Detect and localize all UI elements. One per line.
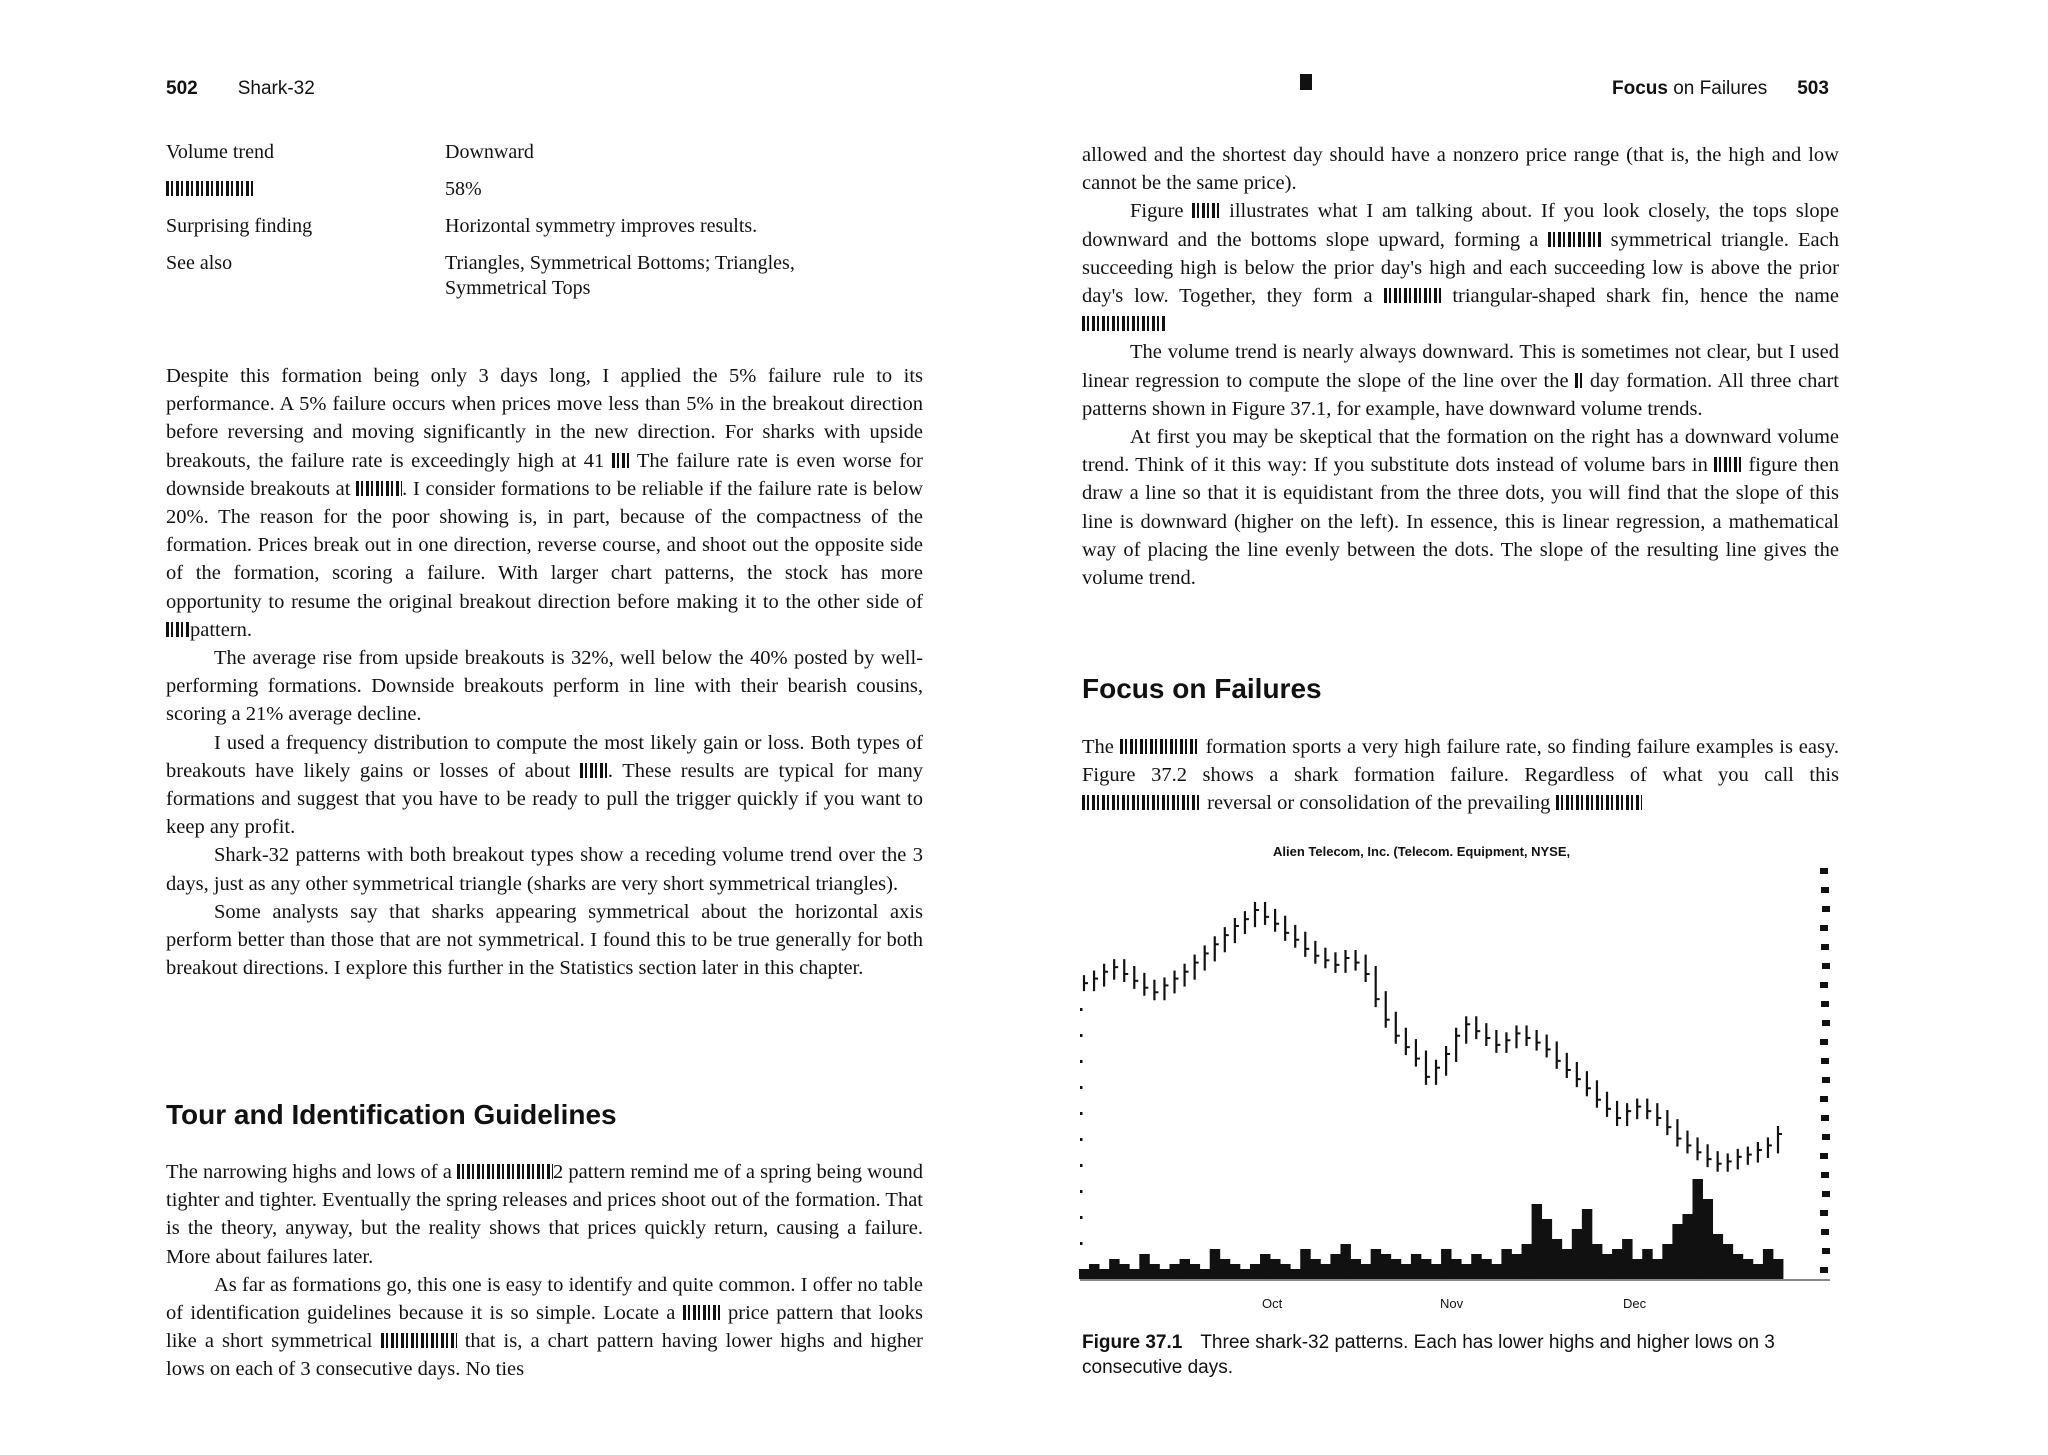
facts-value: Horizontal symmetry improves results. bbox=[445, 215, 758, 237]
volume-bar bbox=[1562, 1249, 1572, 1279]
right-axis-tick bbox=[1820, 1153, 1828, 1159]
volume-bar bbox=[1149, 1264, 1159, 1279]
volume-bar bbox=[1320, 1264, 1330, 1279]
volume-bar bbox=[1089, 1264, 1099, 1279]
right-axis-tick bbox=[1822, 1191, 1830, 1197]
volume-bar bbox=[1351, 1259, 1361, 1279]
left-paragraph: The average rise from upside breakouts is 32%, well below the 40% posted by well-performing formations. Downside breakouts perform in line with their bearish cousins, scoring a 21% average decline. bbox=[166, 647, 923, 726]
facts-value: Triangles, Symmetrical Bottoms; Triangles, Symmetrical Tops bbox=[445, 252, 795, 299]
right-axis-tick bbox=[1821, 1229, 1829, 1235]
right-axis-tick bbox=[1820, 925, 1828, 931]
volume-bar bbox=[1733, 1254, 1743, 1279]
facts-value: 58% bbox=[445, 178, 482, 200]
volume-bar bbox=[1139, 1254, 1149, 1279]
volume-bar bbox=[1391, 1259, 1401, 1279]
left-axis-dot bbox=[1080, 1190, 1083, 1193]
x-tick-nov: Nov bbox=[1440, 1296, 1464, 1311]
volume-bar bbox=[1763, 1249, 1773, 1279]
left-paragraph: Despite this formation being only 3 days long, I applied the 5% failure rule to its performance. A 5% failure occurs when prices move less than 5% in the breakout direction before reversing and moving significantly in the new direction. For sharks with upside breakouts, the failure rate is exceedingly high at 41 The failure rate is even worse for downside breakouts at . I consider formations to be reliable if the failure rate is below 20%. The reason for the poor showing is, in part, because of the compactness of the formation. Prices break out in one direction, reverse course, and shoot out the opposite side of the formation, scoring a failure. With larger chart patterns, the stock has more opportunity to resume the original breakout direction before making it to the other side of pattern. bbox=[166, 365, 924, 641]
volume-bar bbox=[1109, 1259, 1119, 1279]
left-paragraph: The narrowing highs and lows of a 2 pattern remind me of a spring being wound tighter and tighter. Eventually the spring releases and prices shoot out of the formation. That is the theory, anyway, but the reality shows that prices quickly return, causing a failure. More about failures later. bbox=[166, 1161, 923, 1268]
volume-bar bbox=[1753, 1264, 1763, 1279]
facts-row bbox=[166, 140, 845, 177]
right-section-heading: Focus on Failures bbox=[1082, 673, 1322, 704]
volume-bar bbox=[1491, 1264, 1501, 1279]
volume-bar bbox=[1260, 1254, 1270, 1279]
right-axis-tick bbox=[1822, 906, 1830, 912]
volume-bar bbox=[1190, 1264, 1200, 1279]
volume-bar bbox=[1230, 1264, 1240, 1279]
volume-bar bbox=[1542, 1219, 1552, 1279]
volume-bar bbox=[1552, 1239, 1562, 1279]
facts-label: See also bbox=[166, 252, 233, 274]
right-axis-tick bbox=[1821, 887, 1829, 893]
right-axis-tick bbox=[1821, 1001, 1829, 1007]
volume-bar bbox=[1743, 1259, 1753, 1279]
left-paragraph: Some analysts say that sharks appearing symmetrical about the horizontal axis perform better than those that are not symmetrical. I found this to be true generally for both breakout directions. I explore this further in the Statistics section later in this chapter. bbox=[166, 900, 923, 980]
left-axis-dots bbox=[1080, 1008, 1083, 1245]
volume-bar bbox=[1240, 1269, 1250, 1279]
facts-row bbox=[166, 214, 845, 251]
volume-bar bbox=[1381, 1254, 1391, 1279]
volume-bar bbox=[1119, 1264, 1129, 1279]
volume-bar bbox=[1652, 1259, 1662, 1279]
volume-bar bbox=[1622, 1239, 1632, 1279]
volume-bar bbox=[1471, 1254, 1481, 1279]
right-axis-tick bbox=[1820, 1096, 1828, 1102]
volume-bar bbox=[1511, 1254, 1521, 1279]
volume-bar bbox=[1079, 1269, 1089, 1279]
caption-label: Figure 37.1 bbox=[1082, 1332, 1183, 1353]
left-axis-dot bbox=[1080, 1242, 1083, 1245]
right-axis-tick bbox=[1822, 1077, 1830, 1083]
right-axis-tick bbox=[1820, 1039, 1828, 1045]
right-axis-tick bbox=[1820, 982, 1828, 988]
volume-bar bbox=[1411, 1254, 1421, 1279]
facts-row bbox=[166, 177, 845, 214]
caption-text: Three shark-32 patterns. Each has lower highs and higher lows on 3 consecutive days. bbox=[1082, 1332, 1775, 1378]
volume-bar bbox=[1401, 1264, 1411, 1279]
right-axis-ticks bbox=[1820, 868, 1830, 1273]
figure-chart bbox=[1078, 838, 1838, 1318]
volume-bar bbox=[1290, 1269, 1300, 1279]
volume-bar bbox=[1602, 1254, 1612, 1279]
left-axis-dot bbox=[1080, 1034, 1083, 1037]
chart-title: Alien Telecom, Inc. (Telecom. Equipment, NYSE, bbox=[1273, 844, 1571, 859]
right-axis-tick bbox=[1820, 1267, 1828, 1273]
volume-bar bbox=[1481, 1259, 1491, 1279]
volume-bar bbox=[1723, 1244, 1733, 1279]
volume-bar bbox=[1169, 1264, 1179, 1279]
volume-bar bbox=[1129, 1269, 1139, 1279]
right-page-number: 503 bbox=[1797, 78, 1829, 99]
volume-bar bbox=[1773, 1259, 1783, 1279]
right-axis-tick bbox=[1820, 868, 1828, 874]
right-body-top bbox=[1082, 141, 1839, 592]
right-axis-tick bbox=[1822, 1248, 1830, 1254]
volume-bar bbox=[1693, 1179, 1703, 1279]
volume-bar bbox=[1431, 1264, 1441, 1279]
right-running-head bbox=[1612, 78, 1829, 100]
volume-bar bbox=[1672, 1224, 1682, 1279]
right-paragraph: The volume trend is nearly always downward. This is sometimes not clear, but I used linear regression to compute the slope of the line over the day formation. All three chart patterns shown in Figure 37.1, for example, have downward volume trends. bbox=[1082, 341, 1840, 420]
right-head-bold: Focus bbox=[1612, 78, 1668, 99]
facts-label: Surprising finding bbox=[166, 215, 313, 237]
volume-bar bbox=[1250, 1264, 1260, 1279]
right-paragraph: At first you may be skeptical that the formation on the right has a downward volume trend. Think of it this way: If you substitute dots instead of volume bars in figure then draw a line so that it is equidistant from the three dots, you will find that the slope of this line is downward (higher on the left). In essence, this is linear regression, a mathematical way of placing the line evenly between the dots. The slope of the resulting line gives the volume trend. bbox=[1082, 426, 1840, 590]
right-axis-tick bbox=[1822, 1020, 1830, 1026]
left-axis-dot bbox=[1080, 1164, 1083, 1167]
volume-bar bbox=[1703, 1199, 1713, 1279]
volume-bar bbox=[1270, 1259, 1280, 1279]
right-paragraph: allowed and the shortest day should have a nonzero price range (that is, the high and low cannot be the same price). bbox=[1082, 144, 1839, 195]
volume-bar bbox=[1592, 1244, 1602, 1279]
facts-label-garbled bbox=[166, 177, 445, 214]
volume-bar bbox=[1200, 1269, 1210, 1279]
volume-bar bbox=[1461, 1264, 1471, 1279]
volume-bar bbox=[1280, 1264, 1290, 1279]
volume-bar bbox=[1371, 1249, 1381, 1279]
volume-bar bbox=[1582, 1209, 1592, 1279]
right-paragraph: The formation sports a very high failure rate, so finding failure examples is easy. Figure 37.2 shows a shark formation failure. Regardless of what you call this reversal or consolidation of the prevailing bbox=[1082, 736, 1840, 815]
left-axis-dot bbox=[1080, 1060, 1083, 1063]
right-body-bottom bbox=[1082, 733, 1839, 818]
left-head-title: Shark-32 bbox=[237, 78, 315, 99]
right-axis-tick bbox=[1822, 963, 1830, 969]
right-axis-tick bbox=[1821, 1172, 1829, 1178]
left-axis-dot bbox=[1080, 1216, 1083, 1219]
volume-bar bbox=[1210, 1249, 1220, 1279]
volume-bar bbox=[1522, 1244, 1532, 1279]
volume-bar bbox=[1300, 1249, 1310, 1279]
volume-bar bbox=[1501, 1249, 1511, 1279]
right-axis-tick bbox=[1822, 1134, 1830, 1140]
volume-bar bbox=[1713, 1234, 1723, 1279]
left-page-number: 502 bbox=[166, 78, 198, 99]
facts-value: Downward bbox=[445, 141, 534, 163]
volume-bar bbox=[1662, 1244, 1672, 1279]
left-running-head bbox=[166, 78, 315, 100]
volume-bar bbox=[1572, 1229, 1582, 1279]
left-axis-dot bbox=[1080, 1138, 1083, 1141]
volume-bar bbox=[1642, 1249, 1652, 1279]
volume-bars bbox=[1079, 1179, 1783, 1279]
volume-bar bbox=[1451, 1259, 1461, 1279]
x-tick-dec: Dec bbox=[1623, 1296, 1647, 1311]
right-head-title: on Failures bbox=[1673, 78, 1768, 99]
left-section-heading: Tour and Identification Guidelines bbox=[166, 1099, 617, 1130]
volume-bar bbox=[1632, 1259, 1642, 1279]
volume-bar bbox=[1159, 1269, 1169, 1279]
left-paragraph: As far as formations go, this one is easy to identify and quite common. I offer no table of identification guidelines because it is so simple. Locate a price pattern that looks like a short symmetrical that is, a chart pattern having lower highs and higher lows on each of 3 consecutive days. No ties bbox=[166, 1273, 924, 1381]
volume-bar bbox=[1682, 1214, 1692, 1279]
volume-bar bbox=[1361, 1264, 1371, 1279]
volume-bar bbox=[1310, 1259, 1320, 1279]
right-axis-tick bbox=[1821, 944, 1829, 950]
right-axis-tick bbox=[1821, 1058, 1829, 1064]
page-mark bbox=[1300, 74, 1312, 90]
volume-bar bbox=[1099, 1269, 1109, 1279]
left-body-top bbox=[166, 362, 923, 982]
left-body-bottom bbox=[166, 1158, 923, 1384]
volume-bar bbox=[1532, 1204, 1542, 1279]
volume-bar bbox=[1612, 1249, 1622, 1279]
volume-bar bbox=[1340, 1244, 1350, 1279]
facts-label: Volume trend bbox=[166, 141, 274, 163]
left-axis-dot bbox=[1080, 1112, 1083, 1115]
facts-row bbox=[166, 251, 845, 313]
left-axis-dot bbox=[1080, 1086, 1083, 1089]
left-paragraph: I used a frequency distribution to compute the most likely gain or loss. Both types of breakouts have likely gains or losses of about . These results are typical for many formations and suggest that you have to be ready to pull the trigger quickly if you want to keep any profit. bbox=[166, 731, 924, 839]
price-bars bbox=[1084, 902, 1782, 1172]
volume-bar bbox=[1180, 1259, 1190, 1279]
volume-bar bbox=[1441, 1249, 1451, 1279]
left-paragraph: Shark-32 patterns with both breakout types show a receding volume trend over the 3 days, just as any other symmetrical triangle (sharks are very short symmetrical triangles). bbox=[166, 844, 923, 895]
right-axis-tick bbox=[1821, 1115, 1829, 1121]
volume-bar bbox=[1330, 1254, 1340, 1279]
right-axis-tick bbox=[1820, 1210, 1828, 1216]
right-paragraph: Figure illustrates what I am talking about. If you look closely, the tops slope downward and the bottoms slope upward, forming a symmetrical triangle. Each succeeding high is below the prior day's high and each succeeding low is above the prior day's low. Together, they form a triangular-shaped shark fin, hence the name bbox=[1082, 197, 1839, 338]
figure-caption bbox=[1082, 1330, 1842, 1380]
x-tick-oct: Oct bbox=[1262, 1296, 1283, 1311]
price-volume-chart bbox=[1078, 838, 1838, 1318]
volume-bar bbox=[1220, 1259, 1230, 1279]
facts-table bbox=[166, 140, 845, 313]
volume-bar bbox=[1421, 1259, 1431, 1279]
left-axis-dot bbox=[1080, 1008, 1083, 1011]
